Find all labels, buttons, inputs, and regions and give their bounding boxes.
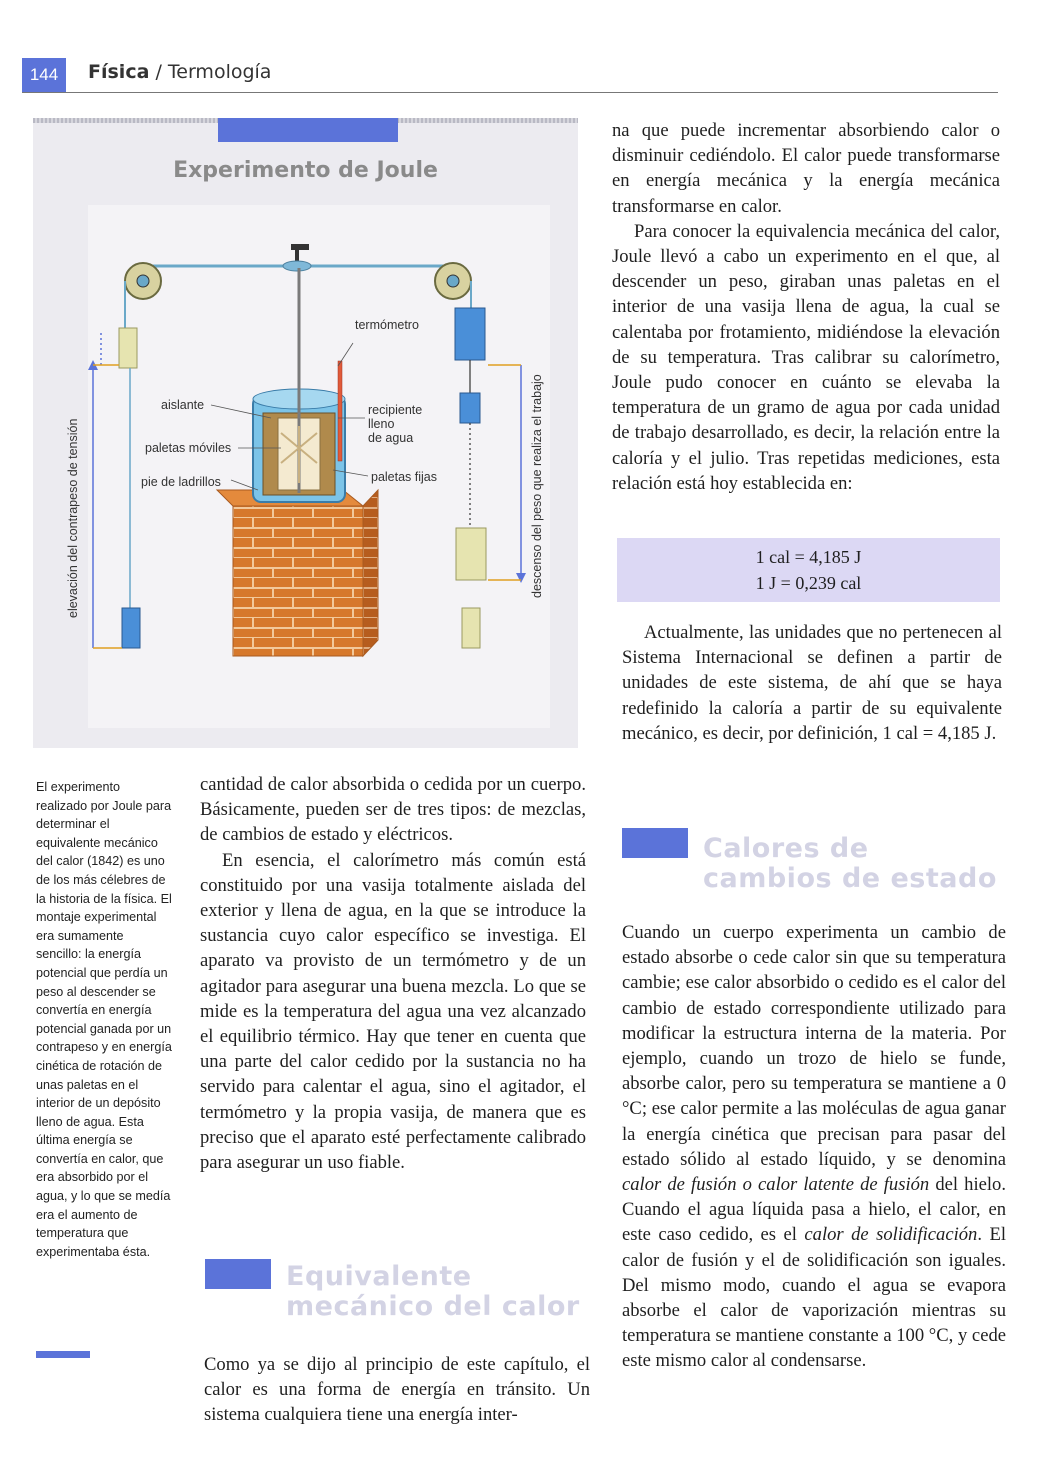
paragraph: cantidad de calor absorbida o cedida por un cuerpo. Básicamente, pueden ser de tres tipos: de mezclas, de cambios de estado y eléctricos. — [200, 774, 586, 846]
formula-line-2: 1 J = 0,239 cal — [755, 573, 862, 593]
term-calor-solidificacion: calor de solidificación — [804, 1224, 978, 1246]
label-termometro: termómetro — [355, 318, 419, 332]
caption-accent-bar — [36, 1351, 90, 1358]
label-pie-ladrillos: pie de ladrillos — [141, 475, 221, 489]
running-header — [88, 61, 271, 83]
left-counterweight-bottom — [122, 608, 140, 648]
section-2-title-line-2: cambios de estado — [703, 863, 997, 894]
section-2-title-line-1: Calores de — [703, 833, 869, 864]
header-chapter: Termología — [167, 61, 272, 83]
pedestal-front — [233, 506, 363, 656]
section-2-text-c: . El calor de fusión y el de solidificación son iguales. Del mismo modo, cuando el agua se evapora absorbe el calor de vaporización mientras su temperatura se mantiene constante a 100 °C, y cede este mismo calor al condensarse. — [622, 1224, 1006, 1372]
joule-apparatus-diagram — [33, 118, 578, 748]
section-2-text-a: Cuando un cuerpo experimenta un cambio de estado absorbe o cede calor sin que su temperatura cambie; ese calor absorbido o cedido es el calor del cambio de estado correspondiente utilizado para modificar la estructura interna de la materia. Por ejemplo, cuando un trozo de hielo se funde, absorbe calor, pero su temperatura se mantiene a 0 °C; ese calor permite a las moléculas de agua ganar la energía cinética que precisan para pasar del estado sólido al estado líquido, y se denomina — [622, 922, 1006, 1170]
thermometer — [338, 361, 342, 461]
left-counterweight-top — [119, 328, 137, 368]
paragraph — [622, 920, 1006, 1374]
right-weight-top — [455, 308, 485, 360]
label-recipiente-1: recipiente — [368, 403, 423, 417]
label-left-vertical: elevación del contrapeso de tensión — [66, 418, 80, 618]
paragraph: Para conocer la equivalencia mecánica del calor, Joule llevó a cabo un experimento en el que, al descender un peso, giraban unas paletas en el interior de una vasija llena de agua, la cual se calentaba por frotamiento, midiéndose la elevación de su temperatura. Tras calibrar su calorímetro, Joule pudo conocer en cuánto se elevaba la temperatura de un gramo de agua por cada unidad de trabajo desarrollado, es decir, la relación entre la caloría y el julio. Tras repetidas mediciones, esta relación está hoy establecida en: — [612, 220, 1000, 494]
section-1-bar-wrap — [205, 1259, 271, 1289]
right-column-mid — [622, 620, 1002, 746]
paragraph: En esencia, el calorímetro más común está constituido por una vasija totalmente aislada del exterior y llena de agua, en la que se introduce la sustancia cuyo calor específico se investiga. El aparato va provisto de un termómetro y de un agitador para asegurar una buena mezcla. Lo que se mide es la temperatura del agua una vez alcanzado el equilibrio térmico. Hay que tener en cuenta que una parte del calor cedido por la sustancia no ha servido para calentar el agua, sino el agitador, el termómetro y la propia vasija, de manera que es preciso que el aparato esté perfectamente calibrado para asegurar un uso fiable. — [200, 849, 586, 1174]
header-subject: Física — [88, 61, 150, 83]
right-weight-bottom — [456, 528, 486, 580]
label-right-vertical: descenso del peso que realiza el trabajo — [530, 374, 544, 598]
section-1-text — [204, 1352, 590, 1428]
figure-title: Experimento de Joule — [173, 158, 438, 183]
label-paletas-fijas: paletas fijas — [371, 470, 438, 484]
left-pulley-hub — [137, 275, 149, 287]
label-aislante: aislante — [161, 398, 205, 412]
section-2-bar-wrap — [622, 828, 688, 858]
leader-termometro — [338, 343, 353, 366]
right-weight-base — [462, 608, 480, 648]
right-weight-mid — [460, 393, 480, 423]
section-1-title-line-1: Equivalente — [286, 1261, 472, 1292]
paragraph: Como ya se dijo al principio de este capítulo, el calor es una forma de energía en tránsito. Un sistema cualquiera tiene una energía inter- — [204, 1354, 590, 1426]
header-rule — [22, 92, 998, 93]
section-2-text — [622, 920, 1006, 1374]
formula-line-1: 1 cal = 4,185 J — [755, 547, 862, 567]
section-2-text-b: del hielo. Cuando el agua líquida pasa a hielo, el calor, en este caso cedido, es el — [622, 1174, 1006, 1246]
right-pulley-hub — [447, 275, 459, 287]
paragraph: na que puede incrementar absorbiendo calor o disminuir cediéndolo. El calor puede transformarse en energía mecánica y la energía mecánica transformarse en calor. — [612, 120, 1000, 217]
label-recipiente-2: lleno — [368, 417, 395, 431]
section-2-accent-bar — [622, 828, 688, 858]
right-column-top — [612, 118, 1000, 496]
paragraph: Actualmente, las unidades que no pertenecen al Sistema Internacional se definen a partir de unidades de este sistema, de ahí que se haya redefinido la caloría a partir de su equivalente mecánico, es decir, por definición, 1 cal = 4,185 J. — [622, 622, 1002, 744]
section-1-title-line-2: mecánico del calor — [286, 1291, 580, 1322]
pedestal-side — [363, 490, 378, 656]
label-paletas-moviles: paletas móviles — [145, 441, 232, 455]
formula-box — [617, 538, 1000, 602]
term-calor-fusion: calor de fusión o calor latente de fusión — [622, 1174, 930, 1196]
header-separator: / — [149, 61, 168, 83]
drum — [283, 261, 311, 271]
crank-handle — [291, 244, 309, 250]
page-number: 144 — [22, 58, 66, 92]
right-arrow-head — [516, 573, 526, 583]
section-1-accent-bar — [205, 1259, 271, 1289]
figure-caption: El experimento realizado por Joule para determinar el equivalente mecánico del calor (1842) es uno de los más célebres de la historia de la física. El montaje experimental era sumamente sencillo: la energía potencial que perdía un peso al descender se convertía en energía potencial ganada por un contrapeso y en energía cinética de rotación de unas paletas en el interior de un depósito lleno de agua. Esta última energía se convertía en calor, que era absorbido por el agua, y lo que se medía era el aumento de temperatura que experimentaba ésta. — [36, 780, 172, 1259]
middle-column — [200, 772, 586, 1175]
label-recipiente-3: de agua — [368, 431, 414, 445]
